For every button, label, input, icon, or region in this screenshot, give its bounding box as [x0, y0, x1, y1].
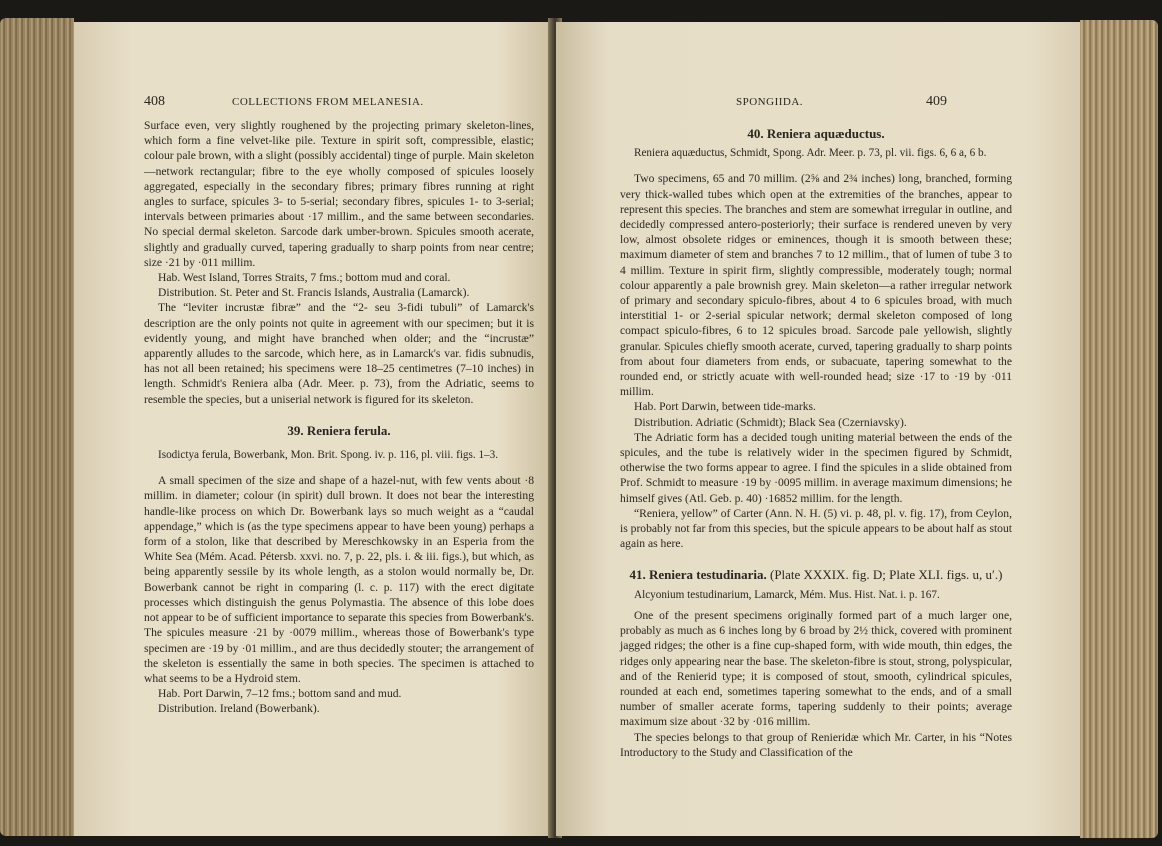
continuation-paragraph: Surface even, very slightly roughened by the projecting primary skeleton-lines, which form a fine velvet-like pile. Texture in spirit soft, compressible, elastic; colour pale brown, with a slight (possibly accidental) tinge of purple. Main skeleton—network rectangular; fibre to the eye wholly composed of spicules loosely aggregated, especially in the secondary fibres; primary fibres running at right angles to surface, spicules 3- to 5-serial; secondary fibres, spicules 1- to 3-serial; intervals between primaries about ·17 millim., and the same between secondaries. No special dermal skeleton. Sarcode dark umber-brown. Spicules smooth acerate, slightly and gradually curved, tapering gradually to sharp points from near centre; size ·21 by ·011 millim. [144, 119, 534, 269]
section-heading-39: 39. Reniera ferula. [287, 422, 391, 438]
section-heading-41: 41. Reniera testudinaria. (Plate XXXIX. fig. D; Plate XLI. figs. u, u′.) [629, 567, 1003, 583]
page-number-left: 408 [144, 94, 165, 109]
left-text-column [144, 118, 534, 717]
distribution-paragraph: Distribution. St. Peter and St. Francis Islands, Australia (Lamarck). [158, 286, 470, 300]
habitat-paragraph-40: Hab. Port Darwin, between tide-marks. [634, 400, 816, 414]
running-head-left: COLLECTIONS FROM MELANESIA. [232, 96, 424, 108]
right-page [556, 22, 1080, 836]
distribution-paragraph-40: Distribution. Adriatic (Schmidt); Black Sea (Czerniavsky). [634, 415, 907, 429]
left-page [74, 22, 554, 836]
description-paragraph: A small specimen of the size and shape of a hazel-nut, with few vents about ·8 millim. in diameter; colour (in spirit) dull brown. It does not bear the interesting handle-like process on which Dr. Bowerbank lays so much weight as a “caudal appendage,” which is (as the type specimens appear to have been young) perhaps a form of a stolon, like that described by Mereschkowsky in an Esperia from the White Sea (Mém. Acad. Pétersb. xxvi. no. 7, p. 22, pls. i. & iii. figs.), but which, as being apparently sessile by its whole length, as a stolon would normally be, Dr. Bowerbank cannot be right in comparing (l. c. p. 117) with the erect digitate processes which distinguish the genus Polymastia. The absence of this lobe does not appear to be of sufficient importance to separate this species from Bowerbank's. The spicules measure ·21 by ·0079 millim., whereas those of Bowerbank's type specimen are ·19 by ·01 millim., and are thus decidedly stouter; the arrangement of the skeleton is essentially the same in both species. The specimen is attached to what seems to be a Hydroid stem. [144, 474, 534, 685]
synonym-line: Isodictya ferula, Bowerbank, Mon. Brit. Spong. iv. p. 116, pl. viii. figs. 1–3. [158, 449, 499, 462]
description-paragraph-41: One of the present specimens originally formed part of a much larger one, probably as much as 6 inches long by 6 broad by 2½ thick, covered with prominent jagged ridges; the other is a fine cup-shaped form, with wide mouth, thin edges, the ridges only appearing near the base. The skeleton-fibre is stout, strong, polyspicular, and of the Renierid type; it is composed of stout, smooth, cylindrical spicules, rounded at each end, sometimes tapering somewhat to the ends, and of a small number of smaller acerate forms, tapering suddenly to their points; average maximum size about ·32 by ·016 millim. [620, 608, 1012, 729]
remarks-paragraph-40a: The Adriatic form has a decided tough uniting material between the ends of the spicules, and the tube is relatively wider in the specimen figured by Schmidt, otherwise the two forms appear to agree. I find the spicules in a slide obtained from Prof. Schmidt to measure ·19 by ·0095 millim. in average maximum dimensions; he himself gives (Atl. Geb. p. 40) ·16852 millim. for the length. [620, 430, 1012, 505]
page-number-right: 409 [926, 94, 947, 109]
synonym-line-40: Reniera aquæductus, Schmidt, Spong. Adr. Meer. p. 73, pl. vii. figs. 6, 6 a, 6 b. [634, 147, 987, 160]
running-head-right: SPONGIIDA. [736, 96, 804, 108]
distribution-paragraph-2: Distribution. Ireland (Bowerbank). [158, 702, 320, 716]
right-text-column [620, 126, 1012, 760]
synonym-line-41: Alcyonium testudinarium, Lamarck, Mém. Mus. Hist. Nat. i. p. 167. [634, 588, 940, 601]
left-page-edges [0, 18, 74, 836]
habitat-paragraph: Hab. West Island, Torres Straits, 7 fms.; bottom mud and coral. [158, 271, 451, 285]
habitat-paragraph-2: Hab. Port Darwin, 7–12 fms.; bottom sand and mud. [158, 687, 402, 701]
description-paragraph-40: Two specimens, 65 and 70 millim. (2⅝ and 2¾ inches) long, branched, forming very thick-walled tubes which open at the extremities of the branches, appear to represent this species. The branches and stem are somewhat irregular in outline, and decidedly compressed antero-posteriorly; their surface is rendered uneven by very low, almost obsolete ridges or eminences, though it is smooth between these; maximum diameter of stem and branches 7 to 12 millim., that of lumen of tube 3 to 4 millim. Texture in spirit firm, slightly compressible, moderately tough; normal colour apparently a pale brownish grey. Main skeleton—a rather irregular network of primary and secondary spiculo-fibres, about 4 to 6 spicules broad, with much interstitial 1- or 2-serial spicular network; dermal skeleton composed of long compact spiculo-fibres, 6 to 12 spicules broad. Sarcode pale yellowish, slightly granular. Spicules chiefly smooth acerate, curved, tapering gradually to sharp points from about four diameters from ends, or subacuate, tapering somewhat to the rounded end, or strictly acuate with well-rounded head; size ·17 to ·19 by ·011 millim. [620, 172, 1012, 399]
plate-reference: (Plate XXXIX. fig. D; Plate XLI. figs. u, u′.) [769, 567, 1003, 583]
remarks-paragraph-41: The species belongs to that group of Renieridæ which Mr. Carter, in his “Notes Introductory to the Study and Classification of the [620, 730, 1012, 759]
right-page-edges [1080, 20, 1158, 838]
remarks-paragraph: The “leviter incrustæ fibræ” and the “2- seu 3-fidi tubuli” of Lamarck's description are the only points not quite in agreement with our specimen; but it is evidently young, and might have branched when older; and the “incrustæ” apparently alludes to the sarcode, which here, as in Lamarck's var. fidis subnudis, has not all been retained; his specimens were 18–25 centimetres (7–10 inches) in length. Schmidt's Reniera alba (Adr. Meer. p. 73), from the Adriatic, seems to resemble the species, but a uniserial network is figured for its skeleton. [144, 301, 534, 406]
section-heading-40: 40. Reniera aquæductus. [747, 126, 885, 141]
remarks-paragraph-40b: “Reniera, yellow” of Carter (Ann. N. H. (5) vi. p. 48, pl. v. fig. 17), from Ceylon, is probably not far from this species, but the spicule appears to be about half as stout again as here. [620, 506, 1012, 551]
